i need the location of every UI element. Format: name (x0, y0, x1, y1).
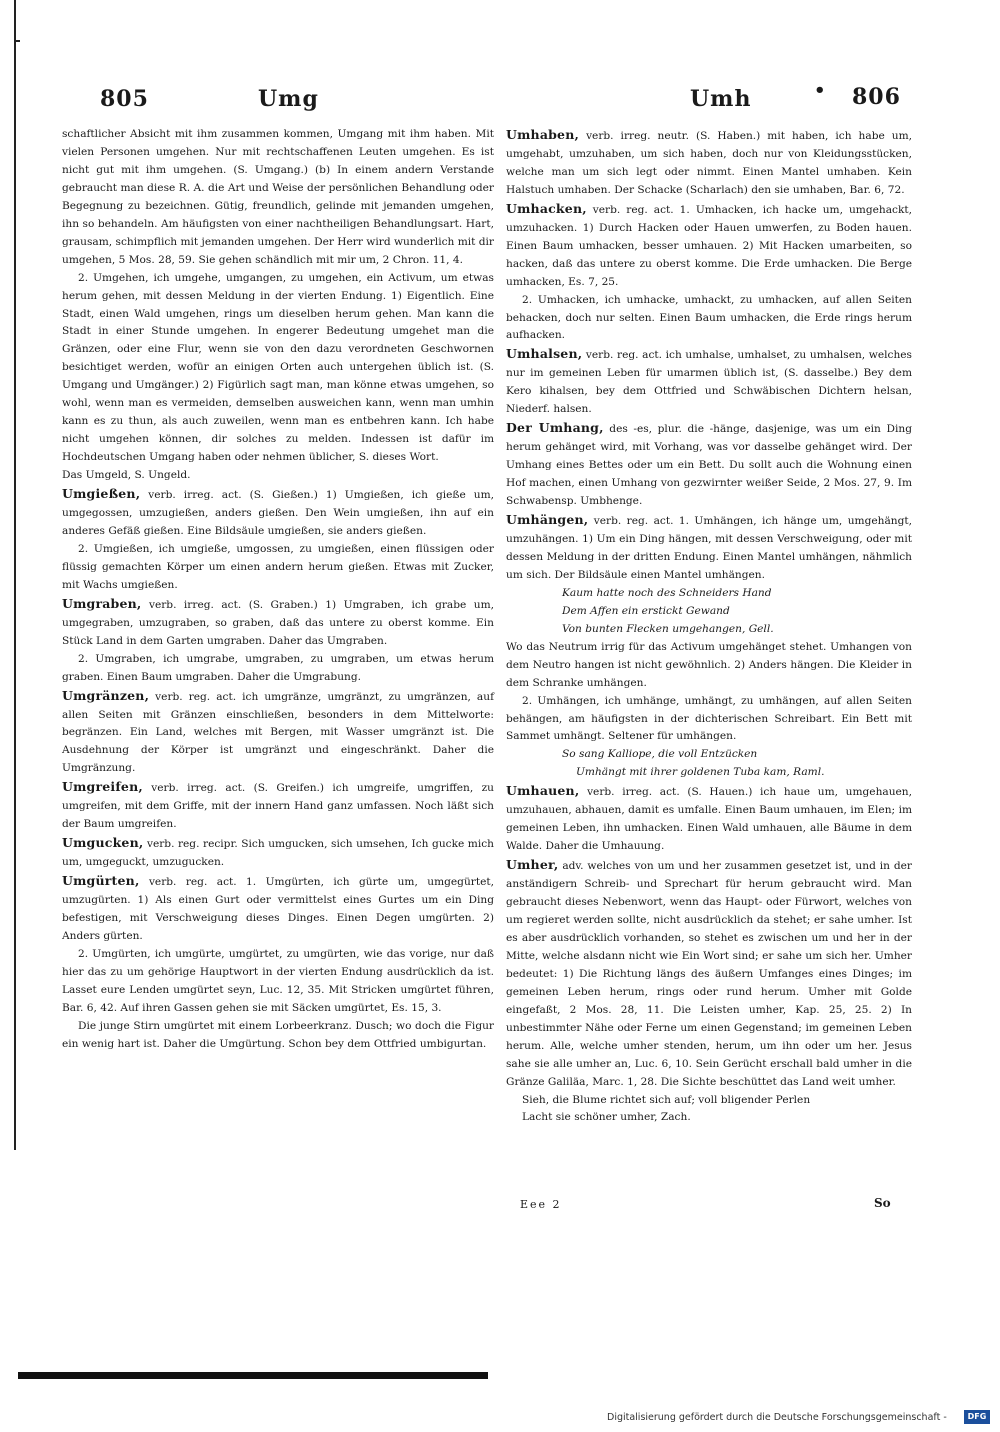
header-dot-ornament: • (814, 80, 827, 101)
entry-text: 2. Umhängen, ich umhänge, umhängt, zu umhängen, auf allen Seiten behängen, am häufigsten in der dichterischen Schreibart. Ein Bett mit Sammet umhängt. Seltener für umhängen. (506, 694, 912, 743)
paragraph (62, 687, 494, 779)
right-column (506, 126, 912, 1127)
entry-text: verb. reg. act. ich umhalse, umhalset, zu umhalsen, welches nur im gemeinen Leben für umarmen üblich ist, (S. dasselbe.) Bey dem Kero kihalsen, bey dem Ottfried und Schwäbischen Dichtern helsan, Niederf. halsen. (506, 349, 912, 416)
entry-text: Umhängt mit ihrer goldenen Tuba kam, Raml. (576, 766, 825, 779)
paragraph (506, 746, 912, 764)
paragraph (506, 764, 912, 782)
entry-text: Von bunten Flecken umgehangen, Gell. (562, 622, 774, 635)
paragraph (506, 693, 912, 747)
paragraph (506, 782, 912, 856)
entry-text: des -es, plur. die -hänge, dasjenige, was um ein Ding herum gehänget wird, mit Vorhang, was vor dasselbe gehänget wird. Der Umhang eines Bettes oder um ein Bett. Du sollt auch die Wohnung einen Hof machen, einen Umhang von gezwirnter weißer Seide, 2 Mos. 27, 9. Im Schwabensp. Umbhenge. (506, 423, 912, 508)
running-head-left: Umg (258, 86, 319, 112)
paragraph (62, 467, 494, 485)
entry-headword: Umgucken, (62, 835, 144, 851)
paragraph (62, 485, 494, 541)
left-column (62, 126, 494, 1054)
entry-text: verb. irreg. neutr. (S. Haben.) mit haben, ich habe um, umgehabt, umzuhaben, um sich haben, doch nur von Kleidungsstücken, welche man um sich legt oder nimmt. Einen Mantel umhaben. Kein Halstuch umhaben. Der Schacke (Scharlach) den sie umhaben, Bar. 6, 72. (506, 130, 912, 196)
paragraph (506, 1109, 912, 1127)
entry-text: verb. irreg. act. (S. Hauen.) ich haue um, umgehauen, umzuhauen, abhauen, damit es umfalle. Einen Baum umhauen, im Elen; im gemeinen Leben, ihn umhacken. Einen Wald umhauen, alle Bäume in dem Walde. Daher die Umhauung. (506, 786, 912, 853)
dfg-logo: DFG (964, 1410, 990, 1424)
entry-headword: Umhacken, (506, 200, 587, 216)
paragraph (62, 126, 494, 270)
page-number-right: 806 (852, 84, 901, 110)
signature-mark: Eee 2 (520, 1198, 562, 1211)
scan-edge-left (14, 0, 16, 1150)
entry-headword: Umgreifen, (62, 779, 143, 795)
paragraph (506, 856, 912, 1091)
paragraph (62, 270, 494, 467)
entry-text: So sang Kalliope, die voll Entzücken (562, 748, 758, 761)
paragraph (506, 126, 912, 200)
paragraph (506, 345, 912, 419)
entry-text: verb. reg. act. 1. Umhacken, ich hacke um, umgehackt, umzuhacken. 1) Durch Hacken oder Hauen umwerfen, zu Boden hauen. Einen Baum umhacken, besser umhauen. 2) Mit Hacken umarbeiten, so hacken, daß das untere zu oberst komme. Die Erde umhacken. Die Berge umhacken, Es. 7, 25. (506, 203, 912, 288)
entry-text: verb. reg. recipr. Sich umgucken, sich umsehen, Ich gucke mich um, umgeguckt, umzugucken. (62, 838, 494, 869)
paragraph (62, 872, 494, 946)
paragraph (62, 834, 494, 872)
paragraph (506, 639, 912, 693)
entry-text: schaftlicher Absicht mit ihm zusammen kommen, Umgang mit ihm haben. Mit vielen Personen umgehen. Nur mit rechtschaffenen Leuten umgehen. Es ist nicht gut mit ihm umgehen. (S. Umgang.) (b) In einem andern Verstande gebraucht man diese R. A. die Art und Weise der persönlichen Behandlung oder Begegnung zu bezeichnen. Gütig, freundlich, gelinde mit jemanden umgehen, ihn so behandeln. Am häufigsten von einer nachtheiligen Behandlungsart. Hart, grausam, schimpflich mit jemanden umgehen. Der Herr wird wunderlich mit dir umgehen, 5 Mos. 28, 59. Sie gehen schändlich mit mir um, 2 Chron. 11, 4. (62, 128, 494, 266)
entry-headword: Umgraben, (62, 595, 142, 611)
entry-headword: Umgränzen, (62, 687, 150, 703)
entry-text: verb. irreg. act. (S. Greifen.) ich umgreife, umgriffen, zu umgreifen, mit dem Griffe, mit der innern Hand ganz umfassen. Noch läßt sich der Baum umgreifen. (62, 782, 494, 831)
entry-text: verb. reg. act. 1. Umgürten, ich gürte um, umgegürtet, umzugürten. 1) Als einen Gurt oder vermittelst eines Gurtes um ein Ding befestigen, mit Verschweigung dieses Dinges. Einen Degen umgürten. 2) Anders gürten. (62, 876, 494, 942)
running-head-right: Umh (690, 86, 752, 112)
scan-edge-mark (14, 40, 20, 42)
paragraph (62, 1018, 494, 1054)
entry-headword: Umgürten, (62, 873, 140, 889)
entry-text: verb. irreg. act. (S. Gießen.) 1) Umgießen, ich gieße um, umgegossen, umzugießen, anders gießen. Den Wein umgießen, ihn auf ein anderes Gefäß gießen. Eine Bildsäule umgießen, sie anders gießen. (62, 489, 494, 537)
paragraph (506, 585, 912, 603)
entry-headword: Der Umhang, (506, 420, 604, 436)
entry-text: 2. Umgürten, ich umgürte, umgürtet, zu umgürten, wie das vorige, nur daß hier das zu um gehörige Hauptwort in der vierten Endung ausdrücklich da ist. Lasset eure Lenden umgürtet seyn, Luc. 12, 35. Mit Stricken umgürtet führen, Bar. 6, 42. Auf ihren Gassen gehen sie mit Säcken umgürtet, Es. 15, 3. (62, 947, 494, 1014)
entry-text: Lacht sie schöner umher, Zach. (522, 1111, 691, 1124)
entry-text: verb. irreg. act. (S. Graben.) 1) Umgraben, ich grabe um, umgegraben, umzugraben, so graben, daß das untere zu oberst komme. Ein Stück Land in dem Garten umgraben. Daher das Umgraben. (62, 598, 494, 647)
paragraph (506, 603, 912, 621)
entry-text: Dem Affen ein erstickt Gewand (562, 604, 730, 617)
page-number-left: 805 (100, 86, 149, 112)
entry-text: 2. Umgraben, ich umgrabe, umgraben, zu umgraben, um etwas herum graben. Einen Baum umgraben. Daher die Umgrabung. (62, 652, 494, 683)
entry-text: Wo das Neutrum irrig für das Activum umgehänget stehet. Umhangen von dem Neutro hangen ist nicht gewöhnlich. 2) Anders hängen. Die Kleider in dem Schranke umhängen. (506, 640, 912, 689)
entry-headword: Umhauen, (506, 783, 580, 799)
entry-text: Kaum hatte noch des Schneiders Hand (562, 586, 772, 599)
entry-text: Das Umgeld, S. Ungeld. (62, 469, 191, 482)
entry-text: Sieh, die Blume richtet sich auf; voll bligender Perlen (522, 1093, 811, 1106)
entry-text: verb. reg. act. ich umgränze, umgränzt, zu umgränzen, auf allen Seiten mit Gränzen einschließen, besonders in dem Mittelworte: begränzen. Ein Land, welches mit Bergen, mit Wasser umgränzt ist. Die Ausdehnung der Körper ist umgränzt und eingeschränkt. Daher die Umgränzung. (62, 690, 494, 775)
paragraph (506, 1092, 912, 1110)
catchword: So (874, 1196, 891, 1210)
paragraph (506, 621, 912, 639)
entry-text: Die junge Stirn umgürtet mit einem Lorbeerkranz. Dusch; wo doch die Figur ein wenig hart ist. Daher die Umgürtung. Schon bey dem Ottfried umbigurtan. (62, 1019, 494, 1050)
entry-text: 2. Umgehen, ich umgehe, umgangen, zu umgehen, ein Activum, um etwas herum gehen, mit dessen Meldung in der vierten Endung. 1) Eigentlich. Eine Stadt, einen Wald umgehen, rings um dieselben herum gehen. Man kann die Stadt in einer Stunde umgehen. In engerer Bedeutung umgehet man die Gränzen, oder eine Flur, wenn sie von den dazu verordneten Geschwornen besichtiget werden, wofür an einigen Orten auch untergehen üblich ist. (S. Umgang und Umgänger.) 2) Figürlich sagt man, man könne etwas umgehen, so wohl, wenn man es vermeiden, demselben ausweichen kann, wenn man umhin kann es zu thun, als auch zuweilen, wenn man es entbehren kann. Ich habe nicht umgehen können, dir solches zu melden. Indessen ist dafür im Hochdeutschen Umgang haben oder nehmen üblicher, S. dieses Wort. (62, 271, 494, 464)
paragraph (62, 541, 494, 595)
paragraph (62, 651, 494, 687)
paragraph (506, 292, 912, 346)
entry-headword: Umher, (506, 857, 559, 873)
scan-edge-bottom (18, 1372, 488, 1379)
footer-credit: Digitalisierung gefördert durch die Deutsche Forschungsgemeinschaft - (607, 1412, 947, 1423)
paragraph (62, 778, 494, 834)
entry-text: adv. welches von um und her zusammen gesetzet ist, und in der anständigern Schreib- und Sprechart für herum gebraucht wird. Man gebraucht dieses Nebenwort, wenn das Haupt- oder Fürwort, welches von um regieret werden sollte, nicht ausdrücklich da stehet; er sahe umher. Ist es aber ausdrücklich vorhanden, so stehet es zwischen um und her in der Mitte, welche alsdann nicht wie Ein Wort sind; er sahe um sich her. Umher bedeutet: 1) Die Richtung längs des äußern Umfanges eines Dinges; im gemeinen Leben herum, rings oder rund herum. Umher mit Golde eingefaßt, 2 Mos. 28, 11. Die Leisten umher, Kap. 25, 25. 2) In unbestimmter Nähe oder Ferne um einen Gegenstand; im gemeinen Leben herum. Alle, welche umher stenden, herum, um ihn oder um her. Jesus sahe sie alle umher an, Luc. 6, 10. Sein Gerücht erschall bald umher in die Gränze Galiläa, Marc. 1, 28. Die Sichte beschüttet das Land weit umher. (506, 860, 912, 1088)
entry-text: 2. Umhacken, ich umhacke, umhackt, zu umhacken, auf allen Seiten behacken, doch nur selten. Einen Baum umhacken, die Erde rings herum aufhacken. (506, 293, 912, 342)
page-header (0, 80, 1000, 120)
entry-headword: Umgießen, (62, 486, 141, 502)
entry-headword: Umhängen, (506, 512, 589, 528)
entry-headword: Umhalsen, (506, 346, 583, 362)
paragraph (62, 946, 494, 1018)
paragraph (506, 511, 912, 585)
entry-text: 2. Umgießen, ich umgieße, umgossen, zu umgießen, einen flüssigen oder flüssig gemachten Körper um einen andern herum gießen. Etwas mit Zucker, mit Wachs umgießen. (62, 542, 494, 591)
entry-headword: Umhaben, (506, 127, 580, 142)
paragraph (62, 595, 494, 651)
entry-text: verb. reg. act. 1. Umhängen, ich hänge um, umgehängt, umzuhängen. 1) Um ein Ding hängen, mit dessen Verschweigung, oder mit dessen Meldung in der dritten Endung. Einen Mantel umhängen, nähmlich um sich. Der Bildsäule einen Mantel umhängen. (506, 515, 912, 581)
paragraph (506, 200, 912, 292)
paragraph (506, 419, 912, 511)
